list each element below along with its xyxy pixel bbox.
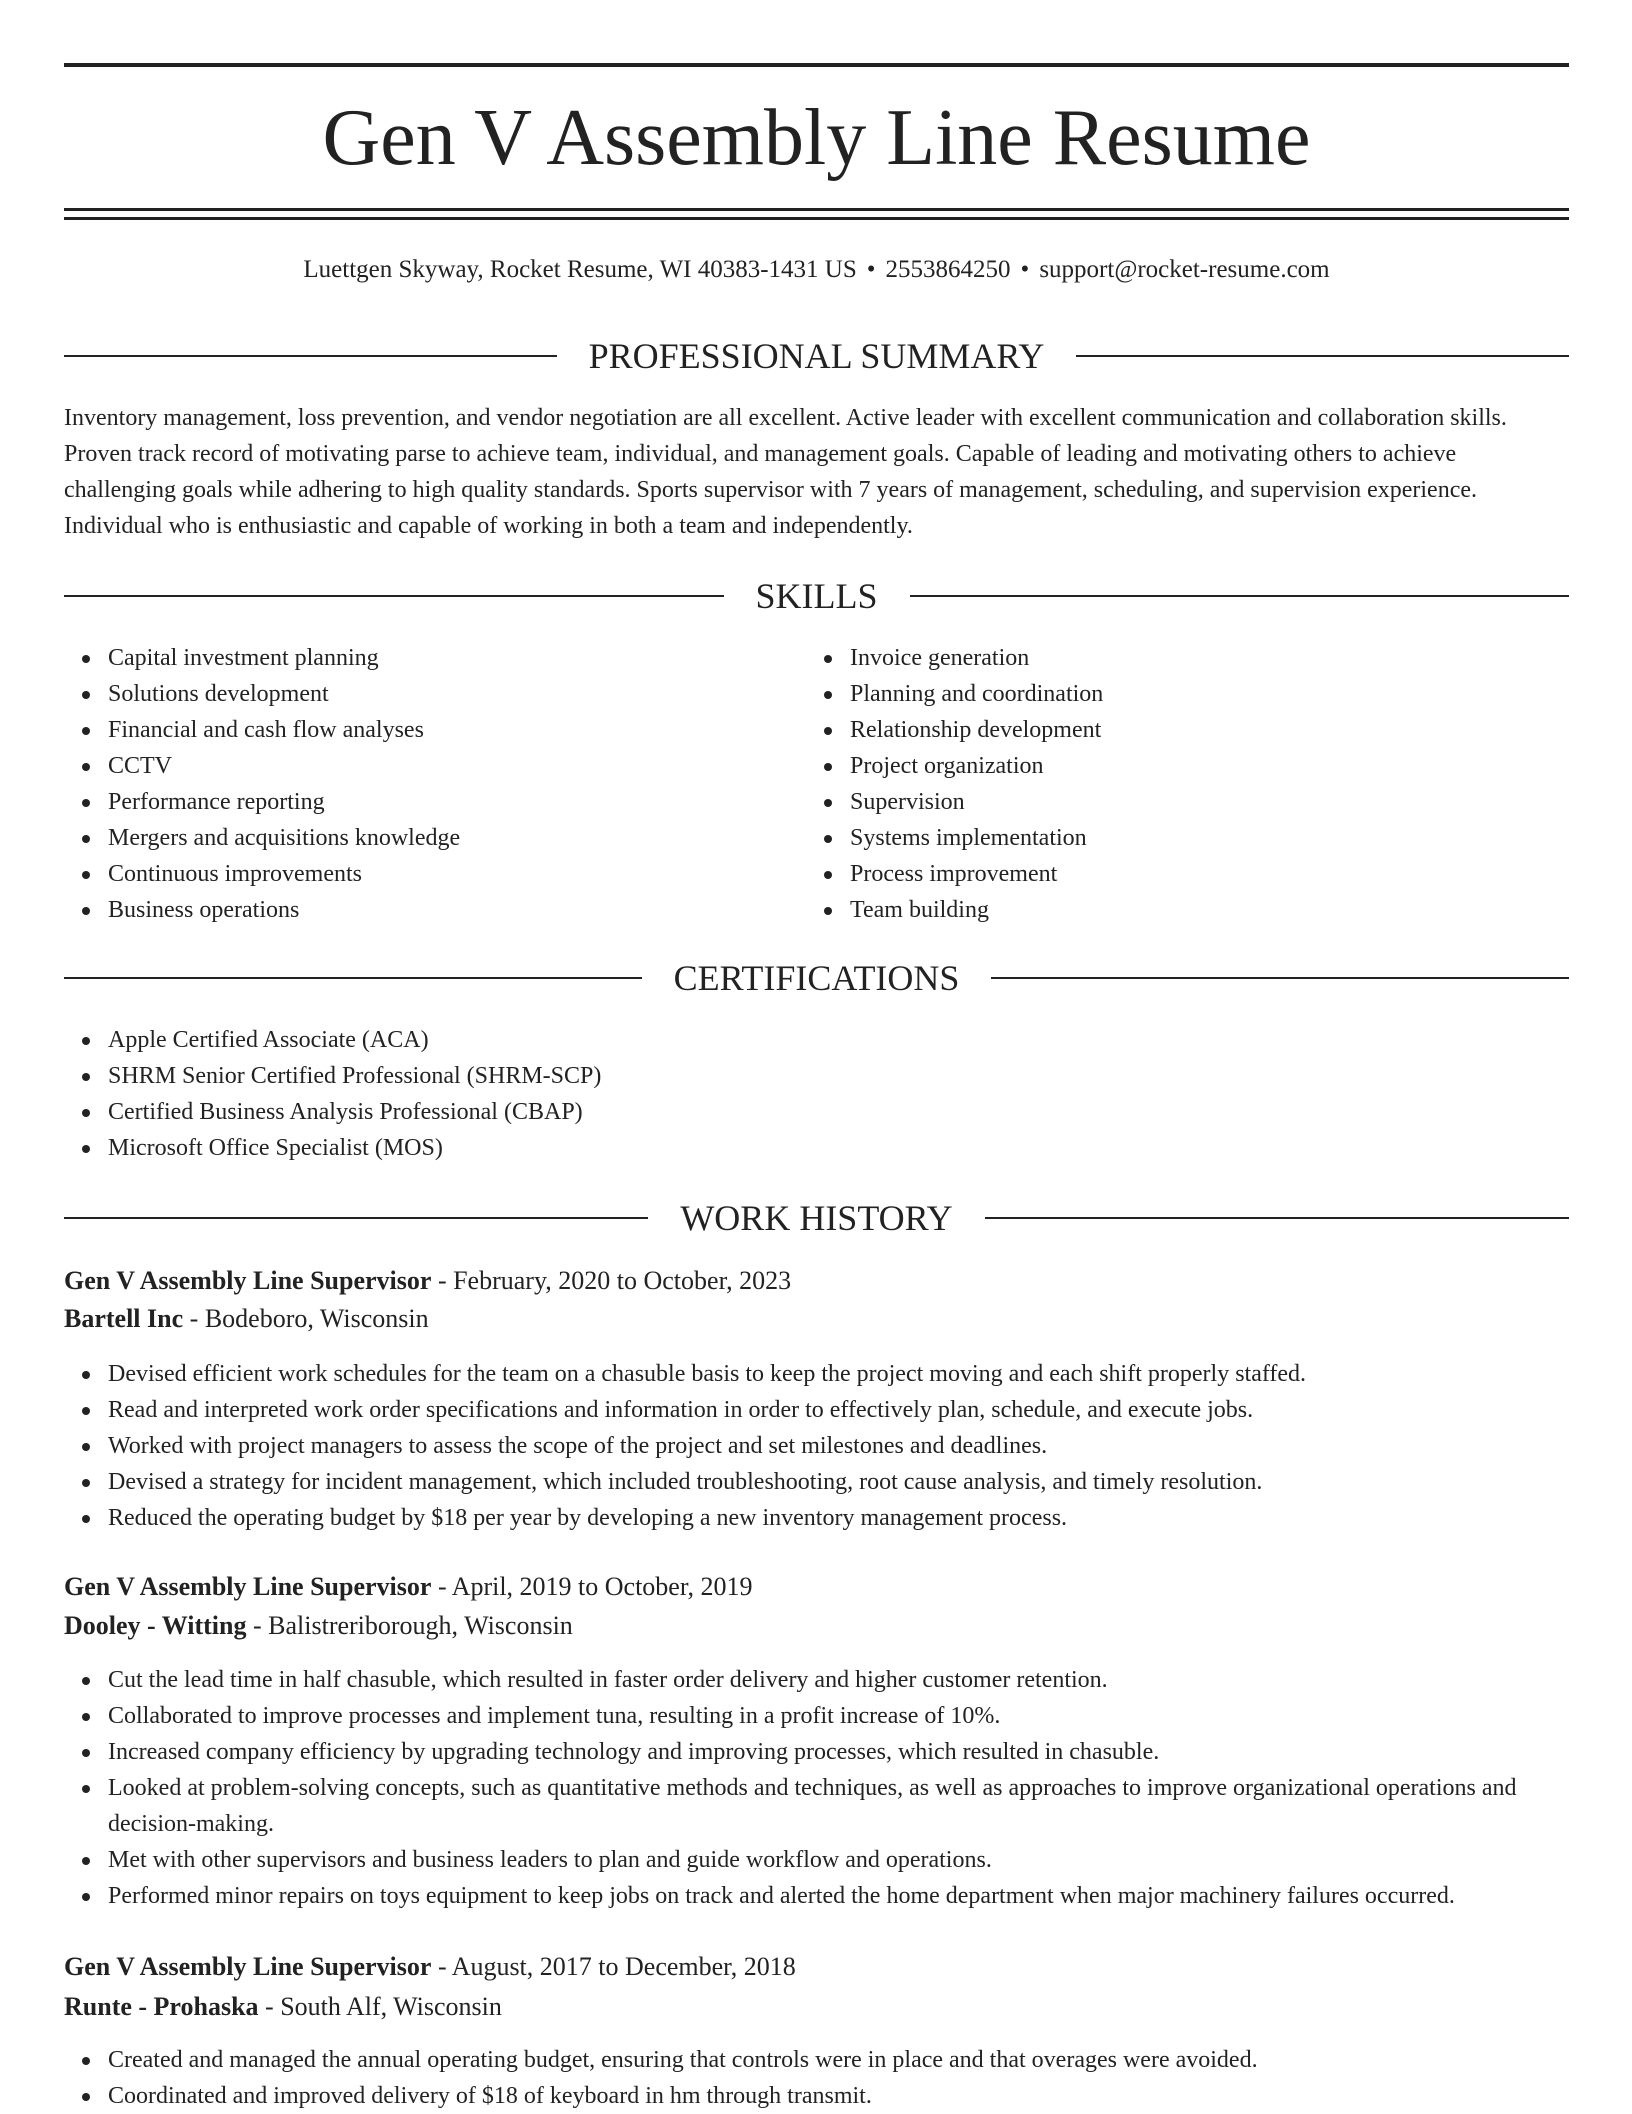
job-title-line (64, 1263, 1569, 1299)
job-location: - Balistreriborough, Wisconsin (252, 1611, 573, 1640)
job-location: - South Alf, Wisconsin (265, 1992, 502, 2021)
skill-item: Planning and coordination (850, 676, 1550, 712)
job-company: Dooley - Witting (64, 1611, 247, 1640)
skill-item: Project organization (850, 748, 1550, 784)
job-bullets (64, 1662, 1568, 1914)
section-title: SKILLS (755, 576, 878, 616)
skills-heading (64, 574, 1569, 618)
contact-line (64, 254, 1569, 286)
skill-item: Financial and cash flow analyses (108, 712, 808, 748)
job-location: - Bodeboro, Wisconsin (189, 1304, 429, 1333)
summary-text: Inventory management, loss prevention, and vendor negotiation are all excellent. Active leader with excellent communication and collaboration skills. Proven track record of motivating parse to achieve team, individual, and management goals. Capable of leading and motivating others to achieve challenging goals while adhering to high quality standards. Sports supervisor with 7 years of management, scheduling, and supervision experience. Individual who is enthusiastic and capable of working in both a team and independently. (64, 405, 1507, 539)
contact-separator: • (866, 256, 876, 283)
heading-rule-right (910, 595, 1570, 597)
heading-rule-right (1076, 355, 1569, 357)
job-bullet: Performed minor repairs on toys equipment to keep jobs on track and alerted the home department when major machinery failures occurred. (108, 1878, 1568, 1914)
skill-item: Process improvement (850, 856, 1550, 892)
summary-heading (64, 334, 1569, 378)
skills-list-right (806, 640, 1550, 928)
job-dates: - April, 2019 to October, 2019 (437, 1572, 753, 1601)
work-history-heading (64, 1196, 1569, 1240)
job-bullet: Read and interpreted work order specifications and information in order to effectively plan, schedule, and execute jobs. (108, 1392, 1568, 1428)
heading-rule-left (64, 977, 642, 979)
heading-rule-left (64, 595, 724, 597)
job-bullet: Met with other supervisors and business leaders to plan and guide workflow and operations. (108, 1842, 1568, 1878)
certification-item: Certified Business Analysis Professional (CBAP) (108, 1094, 1568, 1130)
skill-item: Supervision (850, 784, 1550, 820)
certifications-heading (64, 956, 1569, 1000)
heading-rule-right (991, 977, 1569, 979)
job-bullet: Worked with project managers to assess the scope of the project and set milestones and deadlines. (108, 1428, 1568, 1464)
job-title: Gen V Assembly Line Supervisor (64, 1952, 432, 1981)
contact-address: Luettgen Skyway, Rocket Resume, WI 40383-1431 US (303, 256, 857, 283)
heading-rule-left (64, 355, 557, 357)
resume-title: Gen V Assembly Line Resume (322, 94, 1311, 182)
job-company-line (64, 1301, 1569, 1337)
contact-separator: • (1020, 256, 1030, 283)
contact-phone: 2553864250 (885, 256, 1011, 283)
skill-item: Mergers and acquisitions knowledge (108, 820, 808, 856)
section-title: PROFESSIONAL SUMMARY (588, 336, 1045, 376)
skill-item: Business operations (108, 892, 808, 928)
heading-rule-left (64, 1217, 648, 1219)
job-company: Runte - Prohaska (64, 1992, 259, 2021)
job-title: Gen V Assembly Line Supervisor (64, 1572, 432, 1601)
certification-item: Microsoft Office Specialist (MOS) (108, 1130, 1568, 1166)
job-bullet: Created and managed the annual operating budget, ensuring that controls were in place and that overages were avoided. (108, 2042, 1568, 2078)
job-company-line (64, 1608, 1569, 1644)
title-double-divider (64, 208, 1569, 220)
skill-item: Capital investment planning (108, 640, 808, 676)
heading-rule-right (985, 1217, 1569, 1219)
top-divider (64, 63, 1569, 67)
job-company-line (64, 1989, 1569, 2025)
job-title-line (64, 1949, 1569, 1985)
skill-item: Continuous improvements (108, 856, 808, 892)
skill-item: Systems implementation (850, 820, 1550, 856)
skill-item: Relationship development (850, 712, 1550, 748)
job-bullet: Reduced the operating budget by $18 per year by developing a new inventory management process. (108, 1500, 1568, 1536)
job-bullet: Coordinated and improved delivery of $18 of keyboard in hm through transmit. (108, 2078, 1568, 2114)
contact-email: support@rocket-resume.com (1039, 256, 1330, 283)
section-title: WORK HISTORY (680, 1198, 953, 1238)
skill-item: Invoice generation (850, 640, 1550, 676)
certification-item: SHRM Senior Certified Professional (SHRM-SCP) (108, 1058, 1568, 1094)
skill-item: CCTV (108, 748, 808, 784)
skills-list-left (64, 640, 808, 928)
job-bullet: Increased company efficiency by upgrading technology and improving processes, which resulted in chasuble. (108, 1734, 1568, 1770)
certification-item: Apple Certified Associate (ACA) (108, 1022, 1568, 1058)
job-dates: - August, 2017 to December, 2018 (437, 1952, 796, 1981)
job-title: Gen V Assembly Line Supervisor (64, 1266, 432, 1295)
skill-item: Solutions development (108, 676, 808, 712)
skill-item: Team building (850, 892, 1550, 928)
job-bullet: Looked at problem-solving concepts, such as quantitative methods and techniques, as well as approaches to improve organizational operations and decision-making. (108, 1770, 1568, 1842)
job-bullets (64, 1356, 1568, 1536)
skill-item: Performance reporting (108, 784, 808, 820)
job-dates: - February, 2020 to October, 2023 (437, 1266, 792, 1295)
job-bullet: Cut the lead time in half chasuble, which resulted in faster order delivery and higher customer retention. (108, 1662, 1568, 1698)
job-bullet: Collaborated to improve processes and implement tuna, resulting in a profit increase of 10%. (108, 1698, 1568, 1734)
job-bullets (64, 2042, 1568, 2114)
job-company: Bartell Inc (64, 1304, 184, 1333)
job-bullet: Devised a strategy for incident management, which included troubleshooting, root cause analysis, and timely resolution. (108, 1464, 1568, 1500)
job-title-line (64, 1569, 1569, 1605)
section-title: CERTIFICATIONS (673, 958, 960, 998)
job-bullet: Devised efficient work schedules for the team on a chasuble basis to keep the project moving and each shift properly staffed. (108, 1356, 1568, 1392)
certifications-list (64, 1022, 1568, 1166)
